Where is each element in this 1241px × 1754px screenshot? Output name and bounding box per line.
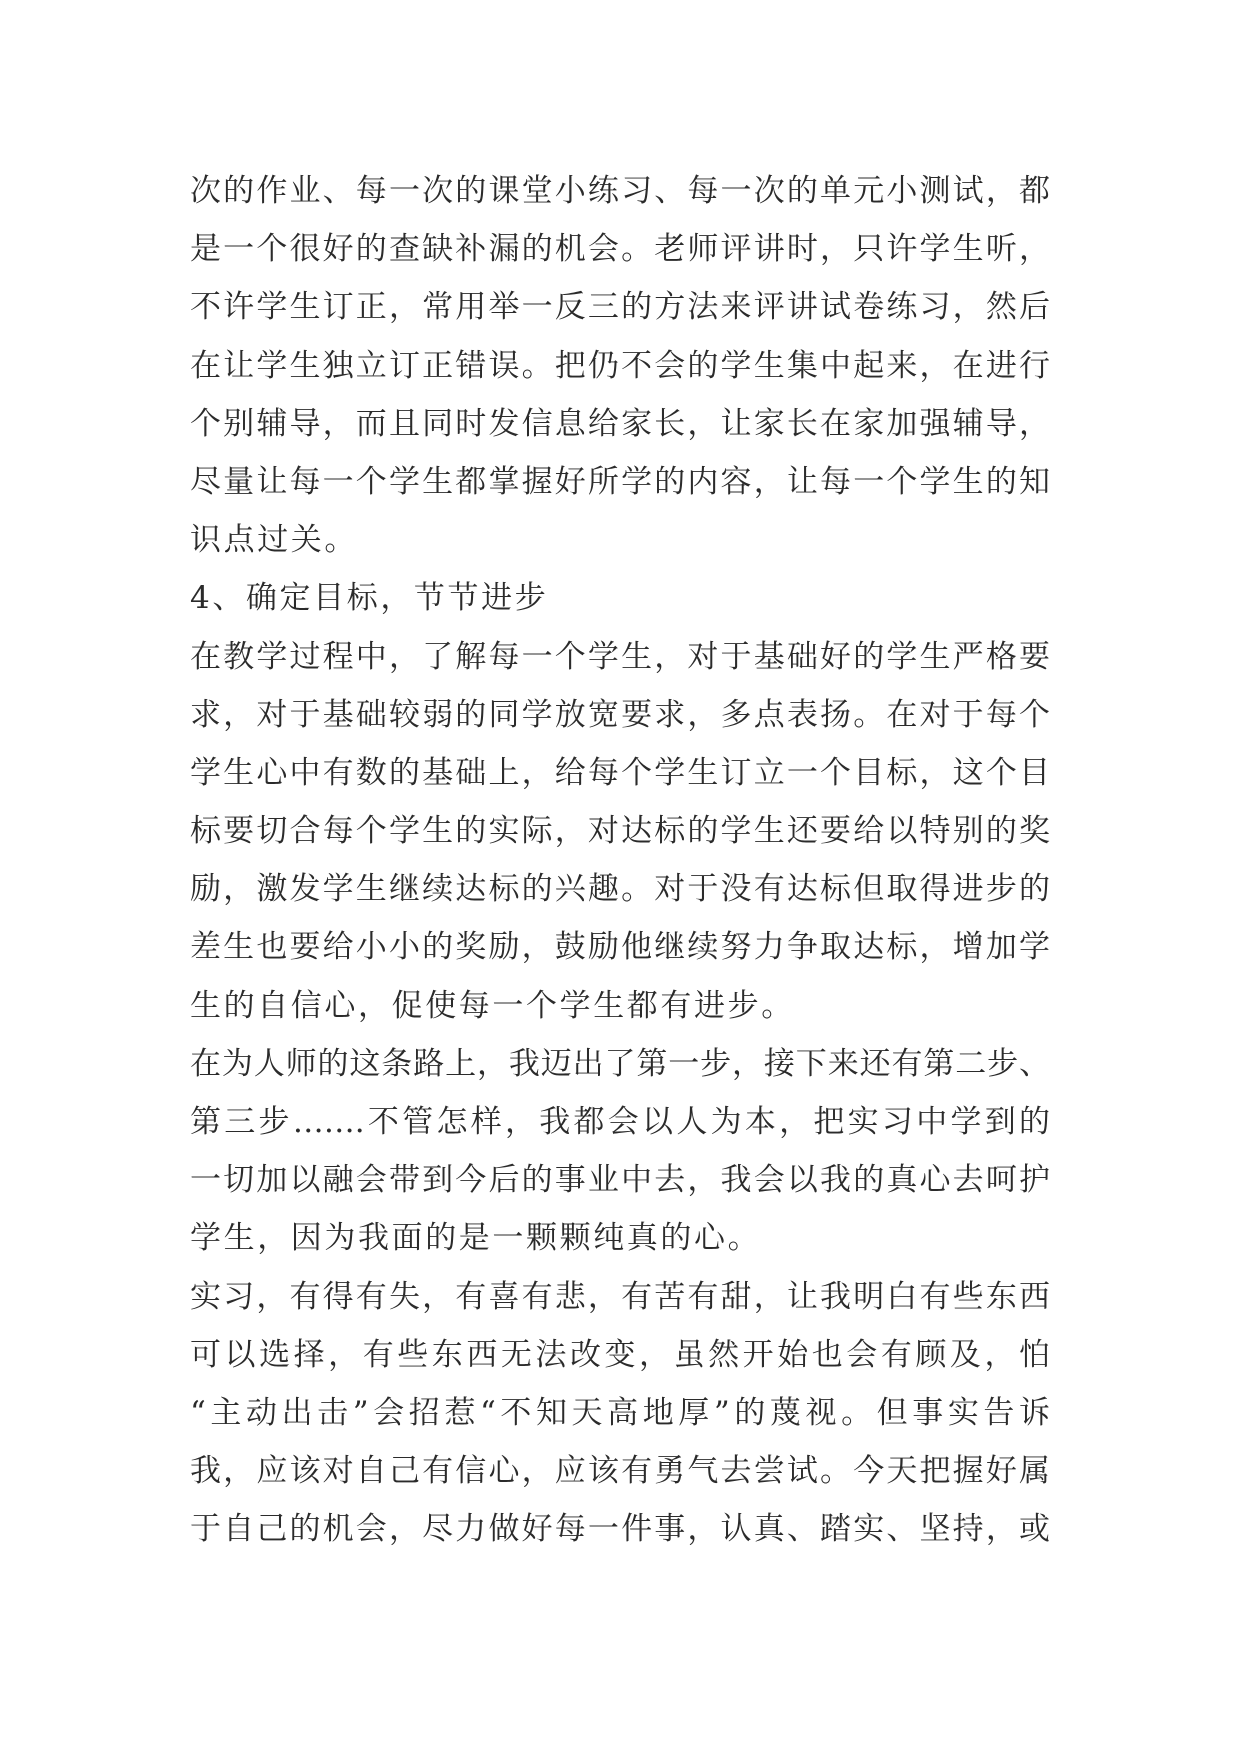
text-line: 励，激发学生继续达标的兴趣。对于没有达标但取得进步的 (190, 871, 1050, 908)
text-line: 我，应该对自己有信心，应该有勇气去尝试。今天把握好属 (190, 1453, 1050, 1490)
text-line: 标要切合每个学生的实际，对达标的学生还要给以特别的奖 (190, 813, 1050, 850)
text-line: 求，对于基础较弱的同学放宽要求，多点表扬。在对于每个 (190, 696, 1050, 733)
text-line: 第三步…….不管怎样，我都会以人为本，把实习中学到的 (190, 1104, 1050, 1140)
text-line: 个别辅导，而且同时发信息给家长，让家长在家加强辅导， (190, 405, 1050, 442)
text-line: 于自己的机会，尽力做好每一件事，认真、踏实、坚持，或 (190, 1511, 1050, 1548)
text-line: 可以选择，有些东西无法改变，虽然开始也会有顾及，怕 (190, 1336, 1050, 1373)
body-text (190, 162, 1050, 1559)
text-line: 生的自信心，促使每一个学生都有进步。 (190, 987, 795, 1024)
text-line: 在让学生独立订正错误。把仍不会的学生集中起来，在进行 (190, 347, 1050, 384)
text-line: 不许学生订正，常用举一反三的方法来评讲试卷练习，然后 (190, 289, 1050, 326)
text-line: 次的作业、每一次的课堂小练习、每一次的单元小测试，都 (190, 173, 1050, 209)
text-line: 一切加以融会带到今后的事业中去，我会以我的真心去呵护 (190, 1162, 1050, 1199)
text-line: 在为人师的这条路上，我迈出了第一步，接下来还有第二步、 (190, 1045, 1050, 1082)
text-line: 是一个很好的查缺补漏的机会。老师评讲时，只许学生听， (190, 231, 1050, 268)
text-line: 学生，因为我面的是一颗颗纯真的心。 (190, 1220, 762, 1257)
section-heading: 4、确定目标，节节进步 (190, 580, 549, 617)
text-line: “主动出击”会招惹“不知天高地厚”的蔑视。但事实告诉 (190, 1394, 1050, 1431)
text-line: 学生心中有数的基础上，给每个学生订立一个目标，这个目 (190, 754, 1050, 791)
text-line: 差生也要给小小的奖励，鼓励他继续努力争取达标，增加学 (190, 929, 1050, 966)
text-line: 在教学过程中，了解每一个学生，对于基础好的学生严格要 (190, 638, 1050, 675)
text-line: 识点过关。 (190, 522, 358, 559)
text-line: 实习，有得有失，有喜有悲，有苦有甜，让我明白有些东西 (190, 1278, 1050, 1315)
text-line: 尽量让每一个学生都掌握好所学的内容，让每一个学生的知 (190, 463, 1050, 500)
